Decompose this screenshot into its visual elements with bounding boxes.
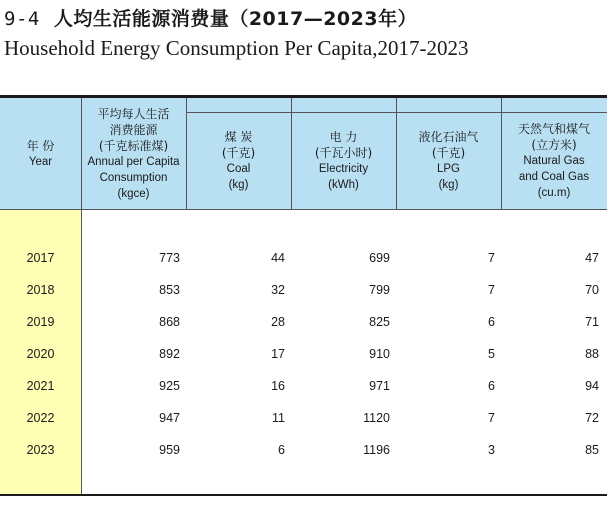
table-row: [0, 280, 607, 300]
header-electricity: [291, 112, 396, 210]
cell-coal: 6: [278, 443, 285, 457]
header-coal: [186, 112, 291, 210]
cell-gas: 94: [585, 379, 599, 393]
header-gas-cn: 天然气和煤气: [517, 122, 590, 136]
cell-lpg: 7: [488, 283, 495, 297]
table-row: [0, 312, 607, 332]
header-electricity-en: Electricity: [318, 163, 369, 175]
cell-electricity: 1120: [363, 411, 390, 425]
table-title-en: Household Energy Consumption Per Capita,2017-2023: [4, 36, 469, 60]
cell-total: 853: [159, 283, 180, 297]
cell-year: 2022: [26, 411, 55, 425]
bottom-rule: [0, 494, 607, 496]
cell-gas: 85: [585, 443, 599, 457]
cell-year: 2017: [26, 251, 55, 265]
cell-total: 868: [159, 315, 180, 329]
cell-coal: 16: [271, 379, 285, 393]
cell-coal: 11: [272, 411, 285, 425]
cell-coal: 28: [271, 315, 285, 329]
header-gas-en-unit: (cu.m): [537, 187, 571, 199]
header-year-en: Year: [28, 156, 53, 168]
header-electricity-cn-unit: (千瓦小时): [314, 146, 373, 160]
cell-coal: 17: [271, 347, 285, 361]
header-coal-cn: 煤 炭: [224, 130, 253, 144]
header-lpg-en: LPG: [436, 163, 460, 175]
header-total-en3: (kgce): [117, 188, 150, 200]
table-row: [0, 344, 607, 364]
table-row: [0, 408, 607, 428]
header-year-cn: 年 份: [26, 139, 55, 153]
header-electricity-cn: 电 力: [329, 130, 358, 144]
cell-lpg: 3: [488, 443, 495, 457]
cell-gas: 70: [585, 283, 599, 297]
header-electricity-en-unit: (kWh): [328, 179, 359, 191]
cell-electricity: 699: [369, 251, 390, 265]
header-total-cn2: 消费能源: [109, 123, 158, 137]
header-total: [81, 98, 186, 210]
cell-electricity: 971: [369, 379, 390, 393]
header-lpg-en-unit: (kg): [438, 179, 459, 191]
header-coal-en: Coal: [226, 163, 251, 175]
cell-electricity: 799: [369, 283, 390, 297]
cell-total: 892: [159, 347, 180, 361]
cell-total: 947: [159, 411, 180, 425]
cell-gas: 72: [585, 411, 599, 425]
header-total-cn3: (千克标准煤): [98, 139, 169, 153]
header-lpg-cn-unit: (千克): [431, 146, 466, 160]
header-gas: [501, 112, 607, 210]
table-title-text: 人均生活能源消费量（2017—2023年）: [53, 8, 418, 30]
cell-year: 2020: [26, 347, 55, 361]
table-title-cn: [4, 4, 417, 31]
cell-lpg: 7: [488, 411, 495, 425]
header-gas-en1: Natural Gas: [523, 155, 585, 167]
header-gas-en2: and Coal Gas: [518, 171, 590, 183]
cell-year: 2021: [26, 379, 55, 393]
cell-year: 2023: [26, 443, 55, 457]
cell-electricity: 1196: [363, 443, 390, 457]
cell-lpg: 7: [488, 251, 495, 265]
cell-coal: 44: [271, 251, 285, 265]
cell-lpg: 6: [488, 379, 495, 393]
table-row: [0, 376, 607, 396]
table-row: [0, 440, 607, 460]
header-gas-cn-unit: (立方米): [531, 138, 577, 152]
header-total-en2: Consumption: [99, 172, 168, 184]
header-coal-en-unit: (kg): [228, 179, 249, 191]
table-row: [0, 248, 607, 268]
header-year: [0, 98, 81, 210]
cell-gas: 47: [585, 251, 599, 265]
cell-lpg: 5: [488, 347, 495, 361]
cell-coal: 32: [271, 283, 285, 297]
cell-electricity: 825: [369, 315, 390, 329]
cell-lpg: 6: [488, 315, 495, 329]
header-coal-cn-unit: (千克): [221, 146, 256, 160]
header-lpg-cn: 液化石油气: [418, 130, 479, 144]
header-lpg: [396, 112, 501, 210]
table-number: 9-4: [4, 8, 40, 30]
cell-year: 2018: [26, 283, 55, 297]
cell-total: 925: [159, 379, 180, 393]
header-total-en1: Annual per Capita: [87, 156, 180, 168]
cell-total: 959: [159, 443, 180, 457]
header-total-cn1: 平均每人生活: [97, 107, 170, 121]
cell-gas: 71: [585, 315, 599, 329]
cell-total: 773: [159, 251, 180, 265]
cell-gas: 88: [585, 347, 599, 361]
cell-electricity: 910: [369, 347, 390, 361]
cell-year: 2019: [26, 315, 55, 329]
